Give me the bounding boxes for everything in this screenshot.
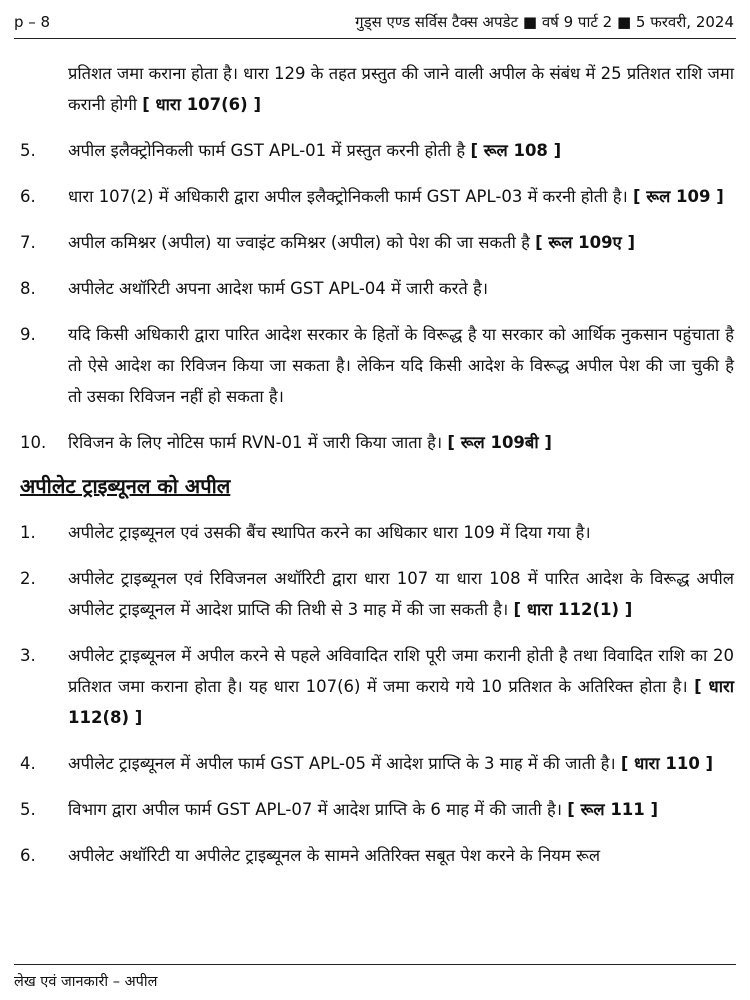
list-item — [20, 840, 734, 871]
appeal-rules-list — [20, 135, 734, 458]
section-heading: अपीलेट ट्राइब्यूनल को अपील — [20, 474, 231, 498]
list-item — [20, 640, 734, 733]
page-content — [20, 58, 734, 871]
intro-paragraph — [20, 58, 734, 120]
item-reference: [ रूल 109 ] — [633, 187, 724, 206]
item-reference: [ रूल 109ए ] — [535, 233, 636, 252]
item-number: 7. — [20, 233, 36, 252]
item-number: 2. — [20, 569, 36, 588]
item-reference: [ रूल 109बी ] — [447, 433, 552, 452]
list-item — [20, 427, 734, 458]
item-text: अपीलेट ट्राइब्यूनल एवं उसकी बैंच स्थापित करने का अधिकार धारा 109 में दिया गया है। — [68, 523, 591, 542]
item-reference: [ धारा 112(8) ] — [68, 677, 734, 727]
tribunal-rules-list — [20, 517, 734, 871]
item-number: 5. — [20, 800, 36, 819]
item-text: अपील कमिश्नर (अपील) या ज्वाइंट कमिश्नर (अपील) को पेश की जा सकती है — [68, 233, 530, 252]
item-reference: [ रूल 108 ] — [470, 141, 562, 160]
list-item — [20, 181, 734, 212]
page-footer: लेख एवं जानकारी – अपील — [14, 964, 736, 991]
list-item — [20, 563, 734, 625]
item-reference: [ धारा 112(1) ] — [513, 600, 633, 619]
list-item — [20, 319, 734, 412]
list-item — [20, 273, 734, 304]
item-number: 6. — [20, 846, 36, 865]
item-number: 1. — [20, 523, 36, 542]
list-item — [20, 794, 734, 825]
page-number: p – 8 — [14, 13, 51, 31]
item-number: 8. — [20, 279, 36, 298]
item-text: धारा 107(2) में अधिकारी द्वारा अपील इलैक्ट्रोनिकली फार्म GST APL-03 में करनी होती है। — [68, 187, 628, 206]
item-text: अपीलेट अथॉरिटी अपना आदेश फार्म GST APL-04 में जारी करते है। — [68, 279, 489, 298]
list-item — [20, 748, 734, 779]
publication-title: गुड्स एण्ड सर्विस टैक्स अपडेट ■ वर्ष 9 पार्ट 2 ■ 5 फरवरी, 2024 — [355, 13, 734, 31]
item-text: विभाग द्वारा अपील फार्म GST APL-07 में आदेश प्राप्ति के 6 माह में की जाती है। — [68, 800, 563, 819]
item-number: 3. — [20, 646, 36, 665]
item-text: अपीलेट ट्राइब्यूनल में अपील फार्म GST APL-05 में आदेश प्राप्ति के 3 माह में की जाती है। — [68, 754, 616, 773]
list-item — [20, 517, 734, 548]
item-reference: [ रूल 111 ] — [567, 800, 659, 819]
item-number: 10. — [20, 433, 47, 452]
list-item — [20, 227, 734, 258]
intro-reference: [ धारा 107(6) ] — [142, 95, 261, 114]
item-number: 4. — [20, 754, 36, 773]
item-text: अपीलेट ट्राइब्यूनल एवं रिविजनल अथॉरिटी द्वारा धारा 107 या धारा 108 में पारित आदेश के विरूद्ध अपील अपीलेट ट्राइब्यूनल में आदेश प्राप्ति की तिथी से 3 माह में की जा सकती है। — [68, 569, 734, 619]
item-text: अपीलेट अथॉरिटी या अपीलेट ट्राइब्यूनल के सामने अतिरिक्त सबूत पेश करने के नियम रूल — [68, 846, 601, 865]
intro-text: प्रतिशत जमा कराना होता है। धारा 129 के तहत प्रस्तुत की जाने वाली अपील के संबंध में 25 प्रतिशत राशि जमा करानी होगी — [68, 64, 734, 114]
item-text: यदि किसी अधिकारी द्वारा पारित आदेश सरकार के हितों के विरूद्ध है या सरकार को आर्थिक नुकसान पहुंचाता है तो ऐसे आदेश का रिविजन किया जा सकता है। लेकिन यदि किसी आदेश के विरूद्ध अपील पेश की जा चुकी है तो उसका रिविजन नहीं हो सकता है। — [68, 325, 734, 406]
item-number: 5. — [20, 141, 36, 160]
item-text: अपीलेट ट्राइब्यूनल में अपील करने से पहले अविवादित राशि पूरी जमा करानी होती है तथा विवादित राशि का 20 प्रतिशत जमा कराना होता है। यह धारा 107(6) में जमा कराये गये 10 प्रतिशत के अतिरिक्त होता है। — [68, 646, 734, 696]
page-header — [14, 6, 736, 39]
item-text: रिविजन के लिए नोटिस फार्म RVN-01 में जारी किया जाता है। — [68, 433, 443, 452]
item-text: अपील इलैक्ट्रोनिकली फार्म GST APL-01 में प्रस्तुत करनी होती है — [68, 141, 466, 160]
item-number: 9. — [20, 325, 36, 344]
item-reference: [ धारा 110 ] — [620, 754, 714, 773]
list-item — [20, 135, 734, 166]
item-number: 6. — [20, 187, 36, 206]
